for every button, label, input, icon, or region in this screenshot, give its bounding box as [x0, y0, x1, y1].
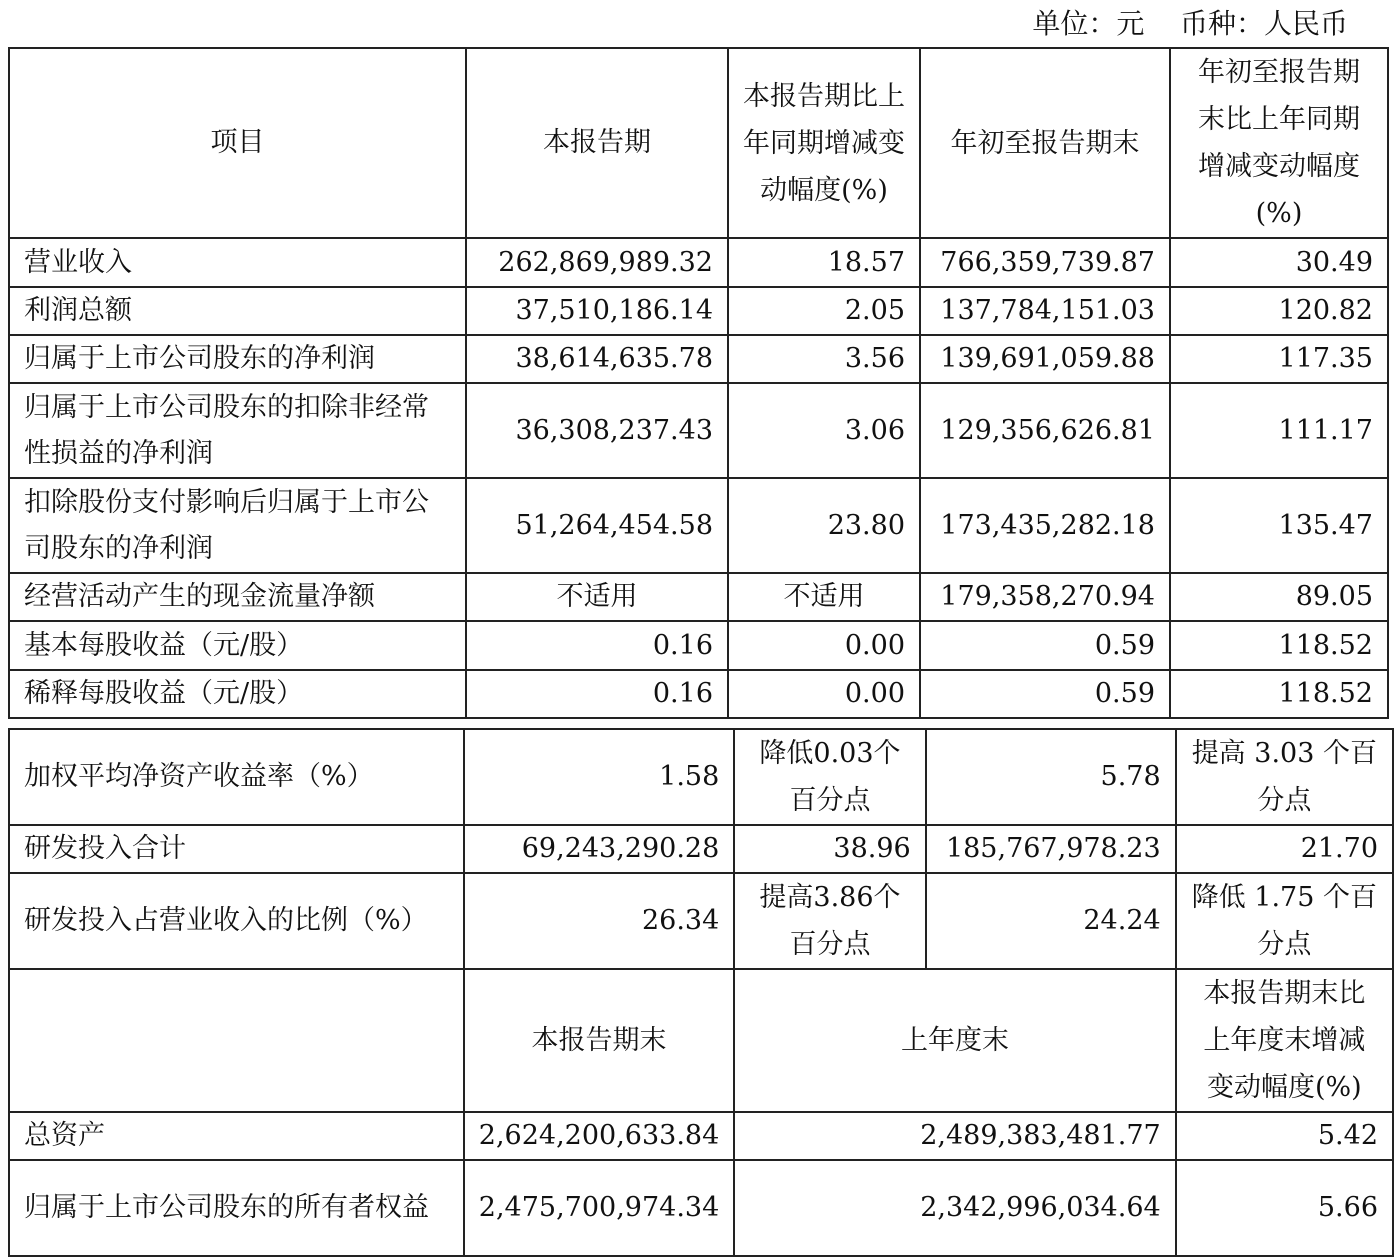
table-row — [9, 670, 1388, 718]
cell-current: 37,510,186.14 — [466, 287, 728, 335]
unit-currency-note — [0, 0, 1348, 48]
cell-current: 51,264,454.58 — [466, 478, 728, 573]
cell-ytd: 0.59 — [920, 670, 1170, 718]
cell-prior-year-end: 2,342,996,034.64 — [734, 1160, 1175, 1256]
cell-ytd-change: 30.49 — [1170, 238, 1388, 287]
cell-period-end: 2,475,700,974.34 — [464, 1160, 734, 1256]
cell-ytd-change: 降低 1.75 个百分点 — [1176, 873, 1393, 969]
row-label: 研发投入合计 — [9, 825, 464, 873]
cell-current: 262,869,989.32 — [466, 238, 728, 287]
cell-balance-change: 5.42 — [1176, 1112, 1393, 1160]
cell-ytd: 0.59 — [920, 621, 1170, 670]
table-row — [9, 825, 1393, 873]
header-period-end: 本报告期末 — [464, 969, 734, 1112]
table-header-row — [9, 48, 1388, 238]
cell-current: 0.16 — [466, 621, 728, 670]
cell-ytd-change: 89.05 — [1170, 573, 1388, 621]
cell-ytd-change: 117.35 — [1170, 335, 1388, 383]
balance-header-blank — [9, 969, 464, 1112]
cell-current: 0.16 — [466, 670, 728, 718]
cell-ytd: 137,784,151.03 — [920, 287, 1170, 335]
table-row — [9, 383, 1388, 478]
cell-current-change: 不适用 — [728, 573, 920, 621]
cell-ytd-change: 118.52 — [1170, 670, 1388, 718]
row-label: 稀释每股收益（元/股） — [9, 670, 466, 718]
cell-current: 26.34 — [464, 873, 734, 969]
cell-ytd-change: 118.52 — [1170, 621, 1388, 670]
header-prior-year-end: 上年度末 — [734, 969, 1175, 1112]
cell-current-change: 0.00 — [728, 670, 920, 718]
cell-ytd: 173,435,282.18 — [920, 478, 1170, 573]
table-row — [9, 621, 1388, 670]
cell-ytd: 129,356,626.81 — [920, 383, 1170, 478]
cell-current: 38,614,635.78 — [466, 335, 728, 383]
cell-prior-year-end: 2,489,383,481.77 — [734, 1112, 1175, 1160]
row-label: 经营活动产生的现金流量净额 — [9, 573, 466, 621]
table-row — [9, 873, 1393, 969]
cell-current: 1.58 — [464, 729, 734, 825]
cell-ytd: 185,767,978.23 — [926, 825, 1176, 873]
cell-current-change: 18.57 — [728, 238, 920, 287]
row-label: 加权平均净资产收益率（%） — [9, 729, 464, 825]
cell-ytd-change: 21.70 — [1176, 825, 1393, 873]
cell-ytd: 179,358,270.94 — [920, 573, 1170, 621]
cell-current-change: 3.56 — [728, 335, 920, 383]
table-row — [9, 238, 1388, 287]
cell-current-change: 2.05 — [728, 287, 920, 335]
header-balance-change: 本报告期末比上年度末增减变动幅度(%) — [1176, 969, 1393, 1112]
cell-ytd: 139,691,059.88 — [920, 335, 1170, 383]
cell-ytd-change: 提高 3.03 个百分点 — [1176, 729, 1393, 825]
cell-current-change: 降低0.03个百分点 — [734, 729, 925, 825]
cell-current-change: 0.00 — [728, 621, 920, 670]
cell-current-change: 提高3.86个百分点 — [734, 873, 925, 969]
header-ytd: 年初至报告期末 — [920, 48, 1170, 238]
row-label: 利润总额 — [9, 287, 466, 335]
unit-label: 单位：元 — [1032, 7, 1145, 40]
row-label: 扣除股份支付影响后归属于上市公司股东的净利润 — [9, 478, 466, 573]
row-label: 归属于上市公司股东的净利润 — [9, 335, 466, 383]
header-current-period: 本报告期 — [466, 48, 728, 238]
row-label: 归属于上市公司股东的所有者权益 — [9, 1160, 464, 1256]
cell-balance-change: 5.66 — [1176, 1160, 1393, 1256]
cell-current-change: 38.96 — [734, 825, 925, 873]
cell-ytd-change: 135.47 — [1170, 478, 1388, 573]
header-ytd-change: 年初至报告期末比上年同期增减变动幅度(%) — [1170, 48, 1388, 238]
cell-current: 36,308,237.43 — [466, 383, 728, 478]
row-label: 研发投入占营业收入的比例（%） — [9, 873, 464, 969]
header-item: 项目 — [9, 48, 466, 238]
table-row — [9, 287, 1388, 335]
balance-header-row — [9, 969, 1393, 1112]
cell-ytd: 766,359,739.87 — [920, 238, 1170, 287]
currency-label: 币种：人民币 — [1179, 7, 1348, 40]
cell-current: 69,243,290.28 — [464, 825, 734, 873]
row-label: 基本每股收益（元/股） — [9, 621, 466, 670]
row-label: 归属于上市公司股东的扣除非经常性损益的净利润 — [9, 383, 466, 478]
secondary-financial-table — [8, 728, 1394, 1257]
cell-ytd: 5.78 — [926, 729, 1176, 825]
header-current-change: 本报告期比上年同期增减变动幅度(%) — [728, 48, 920, 238]
row-label: 总资产 — [9, 1112, 464, 1160]
cell-current-change: 3.06 — [728, 383, 920, 478]
table-row — [9, 1160, 1393, 1256]
cell-period-end: 2,624,200,633.84 — [464, 1112, 734, 1160]
cell-ytd-change: 120.82 — [1170, 287, 1388, 335]
cell-ytd-change: 111.17 — [1170, 383, 1388, 478]
cell-current: 不适用 — [466, 573, 728, 621]
table-row — [9, 478, 1388, 573]
table-row — [9, 335, 1388, 383]
table-row — [9, 729, 1393, 825]
table-row — [9, 573, 1388, 621]
cell-current-change: 23.80 — [728, 478, 920, 573]
table-row — [9, 1112, 1393, 1160]
row-label: 营业收入 — [9, 238, 466, 287]
cell-ytd: 24.24 — [926, 873, 1176, 969]
main-financial-table — [8, 47, 1389, 719]
